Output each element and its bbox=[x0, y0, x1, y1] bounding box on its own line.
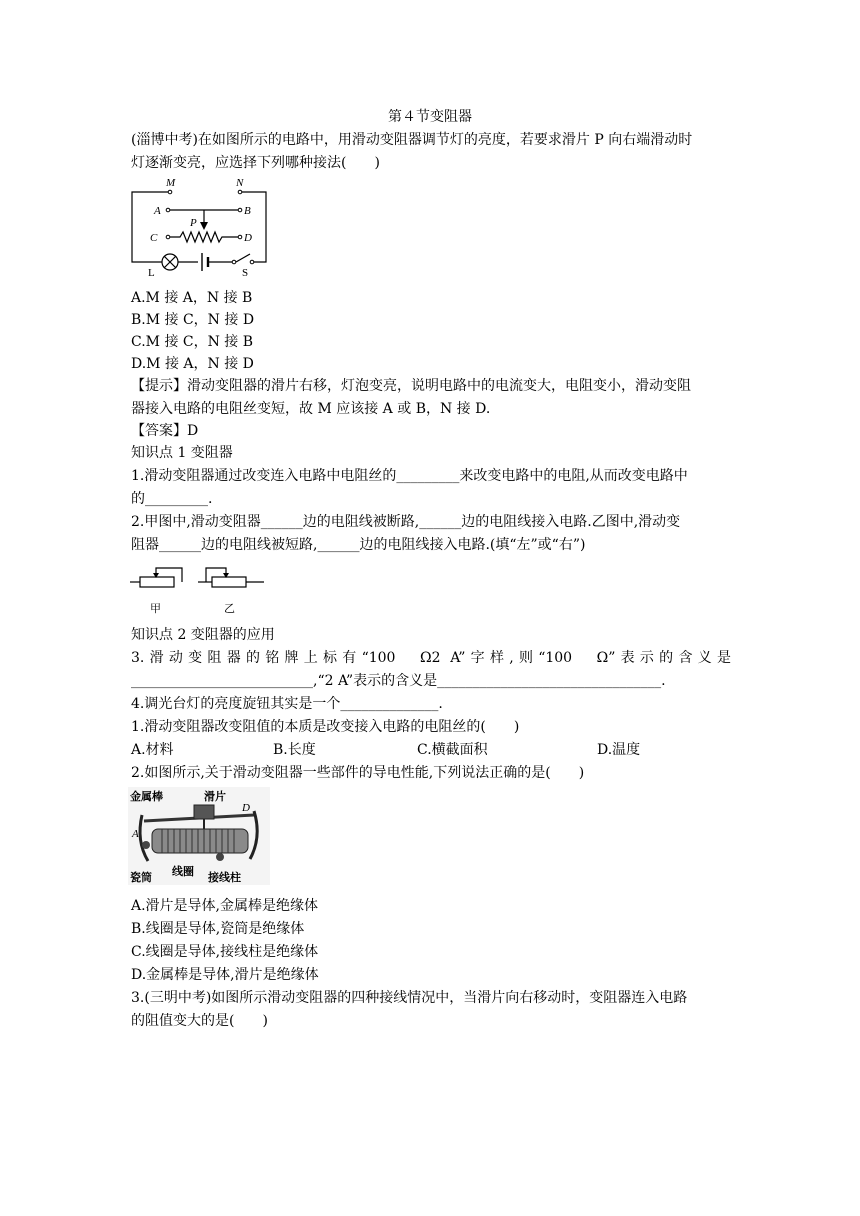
kp2-q4: 4.调光台灯的亮度旋钮其实是一个______________. bbox=[131, 696, 443, 712]
photo-label-rod: 金属棒 bbox=[130, 790, 163, 803]
kp1-heading: 知识点 1 变阻器 bbox=[131, 445, 233, 461]
kp2-heading: 知识点 2 变阻器的应用 bbox=[131, 627, 275, 643]
circuit-label-c: C bbox=[150, 232, 158, 244]
example-option-d: D.M 接 A，N 接 D bbox=[131, 356, 254, 372]
circuit-label-l: L bbox=[148, 267, 155, 278]
kp1-q1-line2: 的_________. bbox=[131, 491, 213, 507]
answer: 【答案】D bbox=[131, 423, 199, 439]
example-option-b: B.M 接 C，N 接 D bbox=[131, 312, 255, 328]
circuit-label-m: M bbox=[166, 177, 176, 189]
kp1-q2-line2: 阻器______边的电阻线被短路,______边的电阻线接入电路.(填“左”或“右”) bbox=[131, 537, 586, 553]
photo-label-tube: 瓷筒 bbox=[130, 871, 152, 884]
exercise-2-option-d: D.金属棒是导体,滑片是绝缘体 bbox=[131, 967, 319, 983]
example-question-line2: 灯逐渐变亮，应选择下列哪种接法( ) bbox=[131, 155, 380, 171]
exercise-1-option-a: A.材料 bbox=[131, 742, 174, 758]
page-title: 第４节变阻器 bbox=[388, 109, 472, 125]
exercise-2: 2.如图所示,关于滑动变阻器一些部件的导电性能,下列说法正确的是( ) bbox=[131, 765, 585, 781]
rheostat-figures bbox=[128, 560, 298, 620]
circuit-label-a: A bbox=[154, 205, 161, 217]
circuit-label-b: B bbox=[244, 205, 251, 217]
exercise-1: 1.滑动变阻器改变阻值的本质是改变接入电路的电阻丝的( ) bbox=[131, 719, 520, 735]
example-option-a: A.M 接 A，N 接 B bbox=[131, 290, 253, 306]
circuit-diagram bbox=[128, 174, 278, 278]
exercise-2-option-c: C.线圈是导体,接线柱是绝缘体 bbox=[131, 944, 319, 960]
exercise-1-option-c: C.横截面积 bbox=[417, 742, 488, 758]
circuit-label-n: N bbox=[236, 177, 244, 189]
photo-label-a: A bbox=[132, 828, 139, 840]
exercise-2-option-a: A.滑片是导体,金属棒是绝缘体 bbox=[131, 898, 319, 914]
exercise-2-option-b: B.线圈是导体,瓷筒是绝缘体 bbox=[131, 921, 305, 937]
photo-label-post: 接线柱 bbox=[208, 871, 241, 884]
photo-label-slider: 滑片 bbox=[204, 790, 226, 803]
circuit-label-p: P bbox=[190, 217, 197, 229]
kp1-q1-line1: 1.滑动变阻器通过改变连入电路中电阻丝的_________来改变电路中的电阻,从而改变电路中 bbox=[131, 468, 688, 484]
kp2-q3-line1: 3.滑动变阻器的铭牌上标有“100 Ω2 A”字样,则“100 Ω”表示的含义是 bbox=[131, 650, 731, 666]
hint-line2: 器接入电路的电阻丝变短，故 M 应该接 A 或 B，N 接 D. bbox=[131, 401, 491, 417]
example-question-line1: (淄博中考)在如图所示的电路中，用滑动变阻器调节灯的亮度，若要求滑片 P 向右端滑动时 bbox=[131, 132, 693, 148]
figure-label-jia: 甲 bbox=[150, 602, 161, 615]
exercise-3-line1: 3.(三明中考)如图所示滑动变阻器的四种接线情况中，当滑片向右移动时，变阻器连入电路 bbox=[131, 990, 688, 1006]
example-option-c: C.M 接 C，N 接 B bbox=[131, 334, 254, 350]
kp2-q3-line2: __________________________,“2 A”表示的含义是________________________________. bbox=[131, 673, 666, 689]
circuit-label-s: S bbox=[242, 267, 249, 278]
hint-line1: 【提示】滑动变阻器的滑片右移，灯泡变亮，说明电路中的电流变大，电阻变小，滑动变阻 bbox=[131, 378, 691, 394]
exercise-1-option-b: B.长度 bbox=[273, 742, 316, 758]
photo-label-coil: 线圈 bbox=[172, 865, 194, 878]
circuit-label-d: D bbox=[244, 232, 252, 244]
exercise-3-line2: 的阻值变大的是( ) bbox=[131, 1013, 268, 1029]
kp1-q2-line1: 2.甲图中,滑动变阻器______边的电阻线被断路,______边的电阻线接入电路.乙图中,滑动变 bbox=[131, 514, 681, 530]
exercise-1-options bbox=[131, 739, 731, 761]
exercise-1-option-d: D.温度 bbox=[597, 742, 641, 758]
photo-label-d: D bbox=[242, 802, 250, 814]
figure-label-yi: 乙 bbox=[224, 602, 235, 615]
rheostat-photo bbox=[128, 787, 270, 885]
